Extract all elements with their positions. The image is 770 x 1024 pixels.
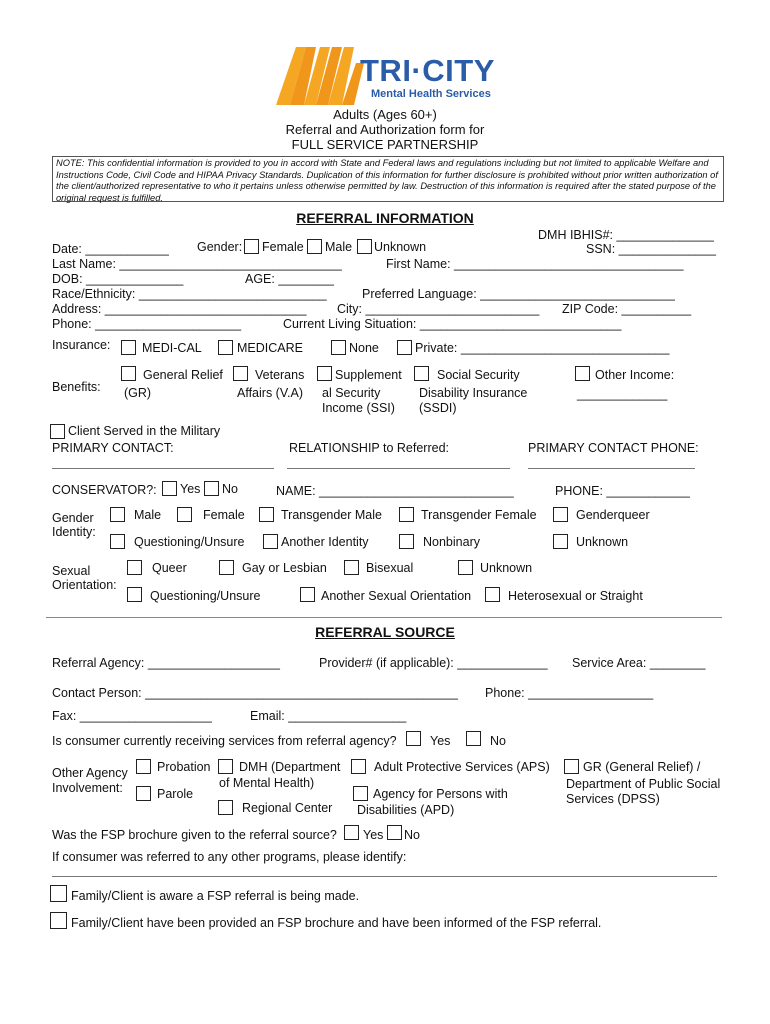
gi-another-label: Another Identity [281,535,369,549]
relationship-line[interactable] [287,468,510,469]
agency-regional-checkbox[interactable] [218,800,233,815]
logo-text: TRI·CITY [360,53,495,88]
primary-phone-label: PRIMARY CONTACT PHONE: [528,441,699,455]
gi-male-label: Male [134,508,162,522]
benefits-ssi-label-2: al Security [322,386,381,400]
conservator-yes-label: Yes [180,482,201,496]
date-field[interactable]: Date: ____________ [52,242,169,256]
gi-questioning-checkbox[interactable] [110,534,125,549]
conservator-yes-checkbox[interactable] [162,481,177,496]
insurance-medicare-label: MEDICARE [237,341,303,355]
agency-gr-label-1: GR (General Relief) / [583,760,701,774]
so-hetero-checkbox[interactable] [485,587,500,602]
gi-trans-male-checkbox[interactable] [259,507,274,522]
gender-female-label: Female [262,240,304,254]
benefits-ssi-label-3: Income (SSI) [322,401,395,415]
provided-label: Family/Client have been provided an FSP brochure and have been informed of the FSP referral. [71,916,602,930]
benefits-label: Benefits: [52,380,101,394]
confidentiality-note: NOTE: This confidential information is provided to you in accord with State and Federal laws and regulations including but not limited to applicable Welfare and Instructions Code, Civil Code and HIPAA Privacy Standards. Duplication of this information for further disclosure is prohibited without prior written authorization of the client/authorized representative to who it pertains unless otherwise permitted by law. Destruction of this information is required after the stated purpose of the original request is fulfilled. [52,156,724,202]
insurance-medical-checkbox[interactable] [121,340,136,355]
agency-parole-label: Parole [157,787,194,801]
age-field[interactable]: AGE: ________ [245,272,334,286]
dmh-ibhis-field[interactable]: DMH IBHIS#: ______________ [538,228,714,242]
receiving-no-label: No [490,734,506,748]
so-queer-checkbox[interactable] [127,560,142,575]
agency-dmh-checkbox[interactable] [218,759,233,774]
gi-trans-male-label: Transgender Male [281,508,382,522]
benefits-va-label-1: Veterans [255,368,305,382]
insurance-medical-label: MEDI-CAL [142,341,202,355]
so-another-label: Another Sexual Orientation [321,589,472,603]
so-gay-label: Gay or Lesbian [242,561,327,575]
benefits-ssi-checkbox[interactable] [317,366,332,381]
other-agency-label-1: Other Agency [52,766,128,780]
gender-identity-label-1: Gender [52,511,94,525]
referral-information-title: REFERRAL INFORMATION [296,210,474,226]
agency-regional-label: Regional Center [242,801,333,815]
gi-nonbinary-checkbox[interactable] [399,534,414,549]
gi-questioning-label: Questioning/Unsure [134,535,245,549]
insurance-private-field[interactable]: Private: ______________________________ [415,341,670,355]
gi-nonbinary-label: Nonbinary [423,535,480,549]
relationship-label: RELATIONSHIP to Referred: [289,441,450,455]
section-divider [46,617,722,618]
email-field[interactable]: Email: _________________ [250,709,407,723]
ssn-field[interactable]: SSN: ______________ [586,242,716,256]
agency-gr-checkbox[interactable] [564,759,579,774]
receiving-yes-checkbox[interactable] [406,731,421,746]
conservator-label: CONSERVATOR?: [52,483,157,497]
conservator-phone-field[interactable]: PHONE: ____________ [555,484,690,498]
other-programs-question: If consumer was referred to any other programs, please identify: [52,850,407,864]
agency-aps-checkbox[interactable] [351,759,366,774]
gender-unknown-checkbox[interactable] [357,239,372,254]
benefits-other-label: Other Income: [595,368,675,382]
other-agency-label-2: Involvement: [52,781,123,795]
agency-probation-checkbox[interactable] [136,759,151,774]
agency-gr-label-3: Services (DPSS) [566,792,660,806]
receiving-no-checkbox[interactable] [466,731,481,746]
gi-another-checkbox[interactable] [263,534,278,549]
so-unknown-label: Unknown [480,561,533,575]
gi-trans-female-checkbox[interactable] [399,507,414,522]
brochure-yes-label: Yes [363,828,384,842]
receiving-yes-label: Yes [430,734,451,748]
agency-probation-label: Probation [157,760,211,774]
benefits-gr-checkbox[interactable] [121,366,136,381]
service-area-field[interactable]: Service Area: ________ [572,656,706,670]
benefits-gr-label-1: General Relief [143,368,223,382]
gender-female-checkbox[interactable] [244,239,259,254]
so-bisexual-checkbox[interactable] [344,560,359,575]
primary-phone-line[interactable] [528,468,695,469]
gender-unknown-label: Unknown [374,240,427,254]
agency-dmh-label-2: of Mental Health) [219,776,315,790]
conservator-name-field[interactable]: NAME: ____________________________ [276,484,514,498]
benefits-ssdi-label-1: Social Security [437,368,520,382]
dob-field[interactable]: DOB: ______________ [52,272,184,286]
benefits-ssdi-checkbox[interactable] [414,366,429,381]
benefits-other-field[interactable]: _____________ [577,387,668,401]
agency-gr-label-2: Department of Public Social [566,777,721,791]
race-field[interactable]: Race/Ethnicity: ___________________________ [52,287,327,301]
so-questioning-label: Questioning/Unsure [150,589,261,603]
agency-apd-label-1: Agency for Persons with [373,787,508,801]
gi-genderqueer-checkbox[interactable] [553,507,568,522]
agency-apd-label-2: Disabilities (APD) [357,803,455,817]
insurance-label: Insurance: [52,338,111,352]
military-checkbox[interactable] [50,424,65,439]
source-phone-field[interactable]: Phone: __________________ [485,686,654,700]
brochure-no-label: No [404,828,420,842]
so-queer-label: Queer [152,561,187,575]
preferred-language-field[interactable]: Preferred Language: ____________________________ [362,287,675,301]
benefits-ssi-label-1: Supplement [335,368,402,382]
primary-contact-line[interactable] [52,468,274,469]
receiving-services-question: Is consumer currently receiving services from referral agency? [52,734,397,748]
primary-contact-label: PRIMARY CONTACT: [52,441,174,455]
first-name-field[interactable]: First Name: _________________________________ [386,257,684,271]
gi-unknown-label: Unknown [576,535,629,549]
provider-field[interactable]: Provider# (if applicable): _____________ [319,656,548,670]
aware-checkbox[interactable] [50,885,67,902]
gi-male-checkbox[interactable] [110,507,125,522]
phone-field[interactable]: Phone: _____________________ [52,317,242,331]
brochure-no-checkbox[interactable] [387,825,402,840]
brochure-question: Was the FSP brochure given to the referral source? [52,828,337,842]
agency-aps-label: Adult Protective Services (APS) [374,760,550,774]
so-gay-checkbox[interactable] [219,560,234,575]
so-hetero-label: Heterosexual or Straight [508,589,643,603]
last-name-field[interactable]: Last Name: ________________________________ [52,257,342,271]
contact-person-field[interactable]: Contact Person: _____________________________________________ [52,686,458,700]
city-field[interactable]: City: _________________________ [337,302,540,316]
insurance-none-label: None [349,341,379,355]
gi-trans-female-label: Transgender Female [421,508,537,522]
so-questioning-checkbox[interactable] [127,587,142,602]
gi-female-checkbox[interactable] [177,507,192,522]
insurance-none-checkbox[interactable] [331,340,346,355]
benefits-va-checkbox[interactable] [233,366,248,381]
logo-subtext: Mental Health Services [371,88,491,100]
agency-apd-checkbox[interactable] [353,786,368,801]
so-unknown-checkbox[interactable] [458,560,473,575]
gi-unknown-checkbox[interactable] [553,534,568,549]
conservator-no-checkbox[interactable] [204,481,219,496]
living-situation-field[interactable]: Current Living Situation: _____________________________ [283,317,622,331]
benefits-gr-label-2: (GR) [124,386,152,400]
gender-identity-label-2: Identity: [52,525,96,539]
referral-agency-field[interactable]: Referral Agency: ___________________ [52,656,280,670]
gi-genderqueer-label: Genderqueer [576,508,650,522]
benefits-va-label-2: Affairs (V.A) [237,386,303,400]
provided-checkbox[interactable] [50,912,67,929]
brochure-yes-checkbox[interactable] [344,825,359,840]
fax-field[interactable]: Fax: ___________________ [52,709,212,723]
agency-dmh-label-1: DMH (Department [239,760,341,774]
aware-label: Family/Client is aware a FSP referral is being made. [71,889,360,903]
so-bisexual-label: Bisexual [366,561,414,575]
so-another-checkbox[interactable] [300,587,315,602]
referral-source-title: REFERRAL SOURCE [315,624,455,640]
conservator-no-label: No [222,482,238,496]
gender-male-label: Male [325,240,353,254]
insurance-private-checkbox[interactable] [397,340,412,355]
sexual-orientation-label-1: Sexual [52,564,91,578]
other-programs-line[interactable] [52,876,717,877]
form-subtitle-2: Referral and Authorization form for [285,122,485,137]
form-title: FULL SERVICE PARTNERSHIP [291,137,479,152]
gender-label: Gender: [197,240,243,254]
gi-female-label: Female [203,508,245,522]
agency-parole-checkbox[interactable] [136,786,151,801]
tri-city-logo-icon [276,45,366,107]
sexual-orientation-label-2: Orientation: [52,578,117,592]
insurance-medicare-checkbox[interactable] [218,340,233,355]
gender-male-checkbox[interactable] [307,239,322,254]
benefits-other-checkbox[interactable] [575,366,590,381]
military-label: Client Served in the Military [68,424,221,438]
address-field[interactable]: Address: _____________________________ [52,302,307,316]
benefits-ssdi-label-2: Disability Insurance [419,386,528,400]
zip-field[interactable]: ZIP Code: __________ [562,302,692,316]
benefits-ssdi-label-3: (SSDI) [419,401,457,415]
form-subtitle-1: Adults (Ages 60+) [333,107,437,122]
